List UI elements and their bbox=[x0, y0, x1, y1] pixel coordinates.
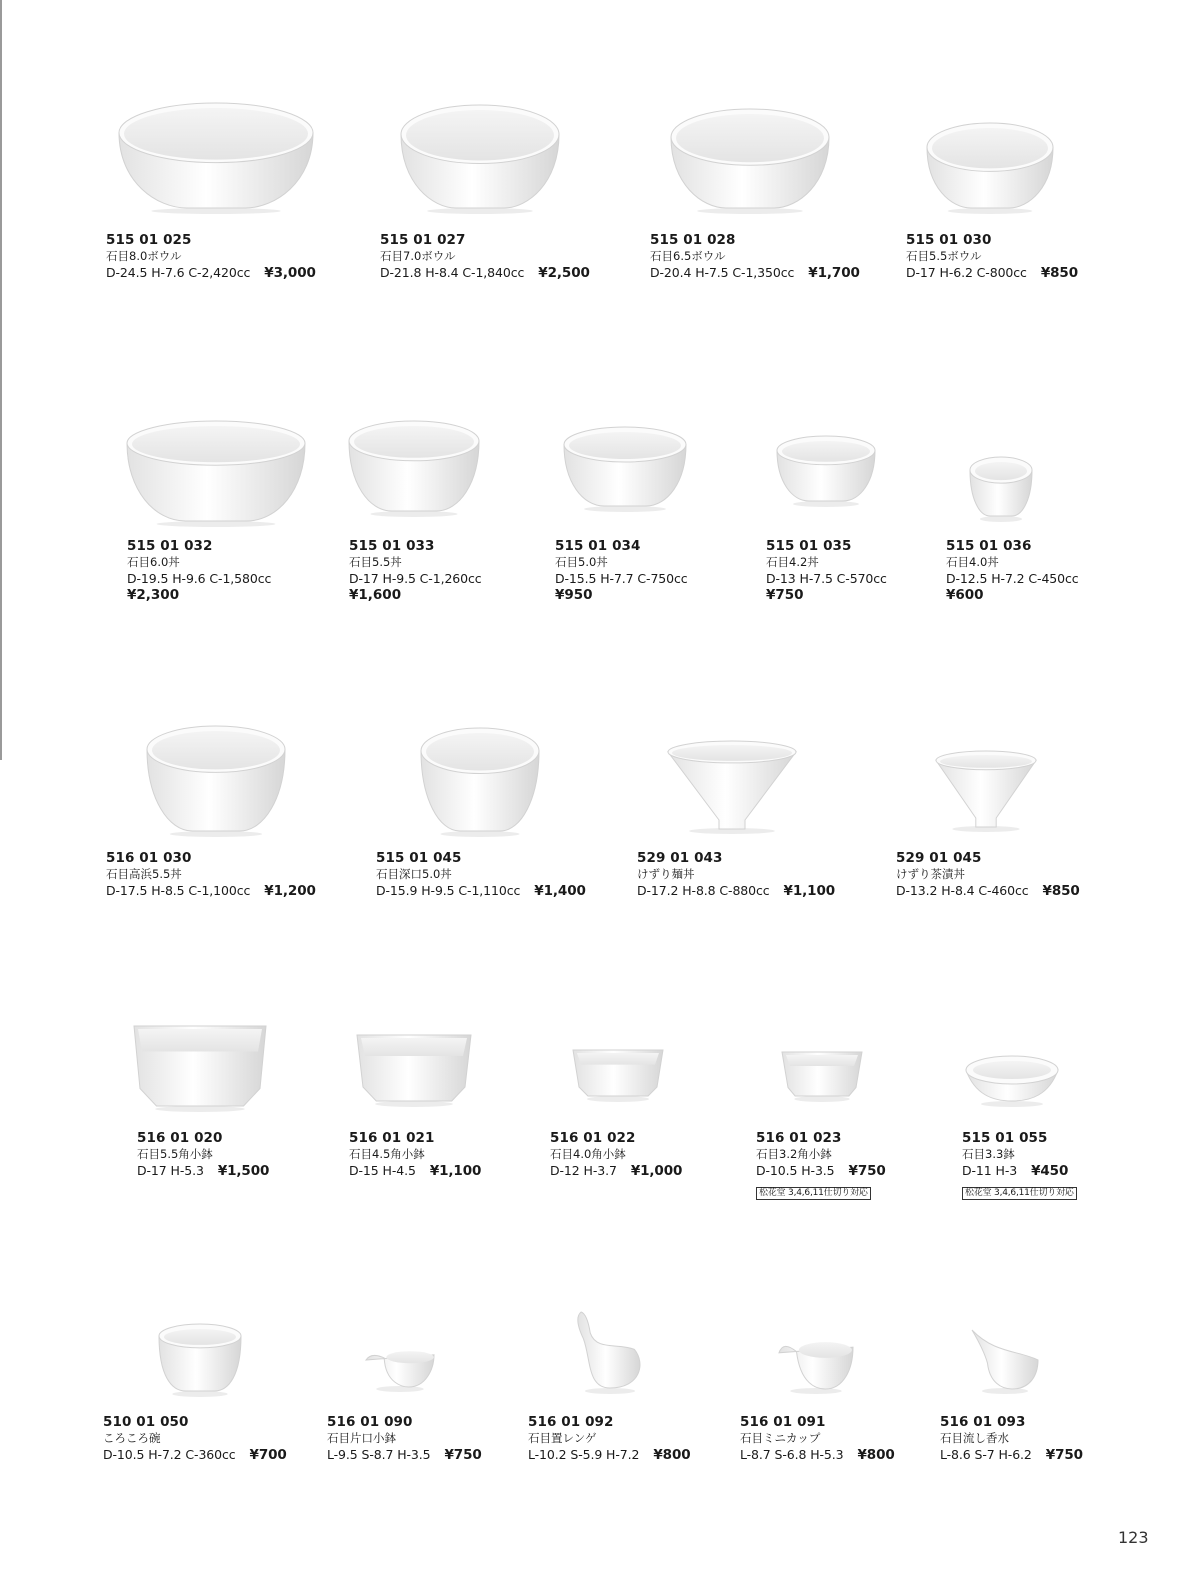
product-spec-row bbox=[327, 1446, 482, 1464]
product-info bbox=[376, 850, 586, 900]
product-code: 515 01 032 bbox=[127, 538, 213, 554]
product-info bbox=[103, 1414, 287, 1464]
product-spec: D-17.2 H-8.8 C-880cc bbox=[637, 883, 770, 898]
product-info bbox=[940, 1414, 1083, 1464]
product-spec-row bbox=[766, 570, 887, 587]
product-spec-row bbox=[740, 1446, 895, 1464]
product-price: ¥1,400 bbox=[534, 883, 586, 899]
product-image bbox=[776, 435, 876, 505]
product-name: 石目3.2角小鉢 bbox=[756, 1147, 832, 1161]
product-image bbox=[132, 1024, 268, 1110]
product-image bbox=[970, 1328, 1040, 1392]
product-code: 516 01 021 bbox=[349, 1130, 435, 1146]
product-code: 515 01 034 bbox=[555, 538, 641, 554]
product-code: 510 01 050 bbox=[103, 1414, 189, 1430]
product-info bbox=[349, 538, 482, 604]
product-code: 515 01 035 bbox=[766, 538, 852, 554]
product-spec: D-15.5 H-7.7 C-750cc bbox=[555, 571, 688, 586]
product-spec-row bbox=[946, 570, 1079, 587]
product-price: ¥700 bbox=[249, 1447, 287, 1463]
product-code: 516 01 020 bbox=[137, 1130, 223, 1146]
product-info bbox=[766, 538, 887, 604]
product-info bbox=[637, 850, 835, 900]
product-spec: D-17 H-5.3 bbox=[137, 1163, 204, 1178]
product-spec: L-8.6 S-7 H-6.2 bbox=[940, 1447, 1032, 1462]
product-info bbox=[740, 1414, 895, 1464]
product-info bbox=[946, 538, 1079, 604]
product-spec: D-15 H-4.5 bbox=[349, 1163, 416, 1178]
product-spec-row bbox=[349, 1162, 481, 1180]
product-price: ¥450 bbox=[1031, 1163, 1069, 1179]
product-code: 516 01 030 bbox=[106, 850, 192, 866]
product-image bbox=[563, 426, 687, 510]
product-name: 石目5.5ボウル bbox=[906, 249, 982, 263]
product-spec-row bbox=[940, 1446, 1083, 1464]
product-spec-row bbox=[650, 264, 860, 282]
page-edge-line bbox=[0, 0, 2, 760]
product-name: 石目3.3鉢 bbox=[962, 1147, 1015, 1161]
product-info bbox=[896, 850, 1080, 900]
product-note-badge: 松花堂 3,4,6,11仕切り対応 bbox=[962, 1187, 1077, 1200]
product-name: 石目5.0丼 bbox=[555, 555, 608, 569]
product-image bbox=[158, 1323, 242, 1395]
product-spec-row bbox=[127, 570, 271, 587]
product-spec: D-17 H-6.2 C-800cc bbox=[906, 265, 1027, 280]
product-price: ¥750 bbox=[444, 1447, 482, 1463]
product-price: ¥2,300 bbox=[127, 587, 180, 603]
product-image bbox=[400, 104, 560, 212]
product-image bbox=[364, 1350, 436, 1390]
product-code: 515 01 030 bbox=[906, 232, 992, 248]
product-note-badge: 松花堂 3,4,6,11仕切り対応 bbox=[756, 1187, 871, 1200]
product-name: 石目片口小鉢 bbox=[327, 1431, 396, 1445]
product-image bbox=[969, 456, 1033, 520]
product-price: ¥800 bbox=[653, 1447, 691, 1463]
product-spec: D-17 H-9.5 C-1,260cc bbox=[349, 571, 482, 586]
product-name: けずり茶漬丼 bbox=[896, 867, 965, 881]
product-spec-row bbox=[106, 264, 316, 282]
product-price: ¥1,100 bbox=[429, 1163, 482, 1179]
product-image bbox=[670, 108, 830, 212]
product-price: ¥750 bbox=[766, 587, 804, 603]
product-name: 石目流し香水 bbox=[940, 1431, 1009, 1445]
product-code: 516 01 093 bbox=[940, 1414, 1026, 1430]
product-name: 石目5.5丼 bbox=[349, 555, 402, 569]
product-name: 石目ミニカップ bbox=[740, 1431, 821, 1445]
product-image bbox=[780, 1050, 864, 1100]
product-name: 石目4.0丼 bbox=[946, 555, 999, 569]
product-name: 石目置レンゲ bbox=[528, 1431, 597, 1445]
product-image bbox=[926, 122, 1054, 212]
product-price: ¥750 bbox=[1045, 1447, 1083, 1463]
product-code: 515 01 025 bbox=[106, 232, 192, 248]
product-code: 516 01 091 bbox=[740, 1414, 826, 1430]
product-code: 529 01 043 bbox=[637, 850, 723, 866]
product-name: 石目7.0ボウル bbox=[380, 249, 456, 263]
product-price: ¥1,100 bbox=[783, 883, 836, 899]
product-spec-row bbox=[906, 264, 1078, 282]
product-spec: D-20.4 H-7.5 C-1,350cc bbox=[650, 265, 795, 280]
product-spec-row bbox=[349, 570, 482, 587]
product-spec-row bbox=[555, 570, 688, 587]
product-spec-row bbox=[528, 1446, 691, 1464]
product-spec-row bbox=[380, 264, 590, 282]
product-price: ¥600 bbox=[946, 587, 984, 603]
product-image bbox=[571, 1048, 665, 1100]
product-info bbox=[106, 232, 316, 282]
product-info bbox=[137, 1130, 269, 1180]
product-spec-row bbox=[103, 1446, 287, 1464]
product-price: ¥1,000 bbox=[630, 1163, 683, 1179]
product-price: ¥3,000 bbox=[264, 265, 316, 281]
product-spec: L-8.7 S-6.8 H-5.3 bbox=[740, 1447, 844, 1462]
product-name: 石目8.0ボウル bbox=[106, 249, 182, 263]
product-price: ¥850 bbox=[1040, 265, 1079, 281]
product-price: ¥800 bbox=[857, 1447, 895, 1463]
product-image bbox=[965, 1055, 1059, 1105]
product-image bbox=[777, 1336, 855, 1392]
product-code: 515 01 045 bbox=[376, 850, 462, 866]
product-info bbox=[756, 1130, 886, 1200]
product-info bbox=[550, 1130, 682, 1180]
product-price: ¥850 bbox=[1042, 883, 1080, 899]
product-code: 529 01 045 bbox=[896, 850, 982, 866]
product-info bbox=[528, 1414, 691, 1464]
product-info bbox=[650, 232, 860, 282]
product-name: 石目4.0角小鉢 bbox=[550, 1147, 626, 1161]
product-info bbox=[106, 850, 316, 900]
product-code: 515 01 033 bbox=[349, 538, 435, 554]
product-price: ¥1,500 bbox=[217, 1163, 270, 1179]
product-image bbox=[667, 740, 797, 832]
product-price: ¥750 bbox=[848, 1163, 886, 1179]
product-spec-row bbox=[376, 882, 586, 900]
product-info bbox=[962, 1130, 1077, 1200]
product-info bbox=[127, 538, 271, 604]
product-spec: D-12.5 H-7.2 C-450cc bbox=[946, 571, 1079, 586]
product-spec-row bbox=[896, 882, 1080, 900]
product-info bbox=[327, 1414, 482, 1464]
product-spec: D-15.9 H-9.5 C-1,110cc bbox=[376, 883, 521, 898]
product-spec: D-13.2 H-8.4 C-460cc bbox=[896, 883, 1029, 898]
product-spec-row bbox=[962, 1162, 1077, 1180]
product-spec: D-10.5 H-7.2 C-360cc bbox=[103, 1447, 236, 1462]
product-name: 石目6.5ボウル bbox=[650, 249, 726, 263]
product-spec-row bbox=[756, 1162, 886, 1180]
product-code: 516 01 023 bbox=[756, 1130, 842, 1146]
product-image bbox=[126, 420, 306, 525]
product-spec-row bbox=[106, 882, 316, 900]
product-spec: D-24.5 H-7.6 C-2,420cc bbox=[106, 265, 251, 280]
product-image bbox=[146, 725, 286, 835]
product-image bbox=[572, 1310, 648, 1392]
product-image bbox=[935, 750, 1037, 830]
product-price: ¥950 bbox=[555, 587, 593, 603]
product-code: 515 01 036 bbox=[946, 538, 1032, 554]
product-info bbox=[349, 1130, 481, 1180]
product-code: 516 01 090 bbox=[327, 1414, 413, 1430]
product-info bbox=[906, 232, 1078, 282]
product-name: けずり麺丼 bbox=[637, 867, 695, 881]
product-code: 515 01 028 bbox=[650, 232, 736, 248]
product-code: 516 01 092 bbox=[528, 1414, 614, 1430]
product-name: 石目4.5角小鉢 bbox=[349, 1147, 425, 1161]
product-spec: D-21.8 H-8.4 C-1,840cc bbox=[380, 265, 525, 280]
product-name: 石目深口5.0丼 bbox=[376, 867, 452, 881]
product-name: ころころ碗 bbox=[103, 1431, 161, 1445]
product-spec: D-19.5 H-9.6 C-1,580cc bbox=[127, 571, 272, 586]
product-name: 石目高浜5.5丼 bbox=[106, 867, 182, 881]
product-name: 石目6.0丼 bbox=[127, 555, 180, 569]
product-spec: L-10.2 S-5.9 H-7.2 bbox=[528, 1447, 640, 1462]
product-image bbox=[355, 1033, 473, 1105]
product-price: ¥1,200 bbox=[264, 883, 316, 899]
product-spec: D-12 H-3.7 bbox=[550, 1163, 617, 1178]
product-spec: D-10.5 H-3.5 bbox=[756, 1163, 835, 1178]
product-info bbox=[555, 538, 688, 604]
product-name: 石目5.5角小鉢 bbox=[137, 1147, 213, 1161]
product-spec-row bbox=[137, 1162, 269, 1180]
product-code: 515 01 055 bbox=[962, 1130, 1048, 1146]
product-image bbox=[348, 420, 480, 515]
product-image bbox=[420, 727, 540, 835]
product-name: 石目4.2丼 bbox=[766, 555, 819, 569]
page-number: 123 bbox=[1118, 1528, 1149, 1547]
product-spec: D-13 H-7.5 C-570cc bbox=[766, 571, 887, 586]
product-spec: D-11 H-3 bbox=[962, 1163, 1018, 1178]
product-code: 516 01 022 bbox=[550, 1130, 636, 1146]
product-price: ¥1,600 bbox=[349, 587, 402, 603]
product-spec-row bbox=[550, 1162, 682, 1180]
product-spec: L-9.5 S-8.7 H-3.5 bbox=[327, 1447, 431, 1462]
product-info bbox=[380, 232, 590, 282]
product-code: 515 01 027 bbox=[380, 232, 466, 248]
product-image bbox=[118, 102, 314, 212]
product-price: ¥1,700 bbox=[808, 265, 860, 281]
product-price: ¥2,500 bbox=[538, 265, 590, 281]
product-spec: D-17.5 H-8.5 C-1,100cc bbox=[106, 883, 251, 898]
product-spec-row bbox=[637, 882, 835, 900]
